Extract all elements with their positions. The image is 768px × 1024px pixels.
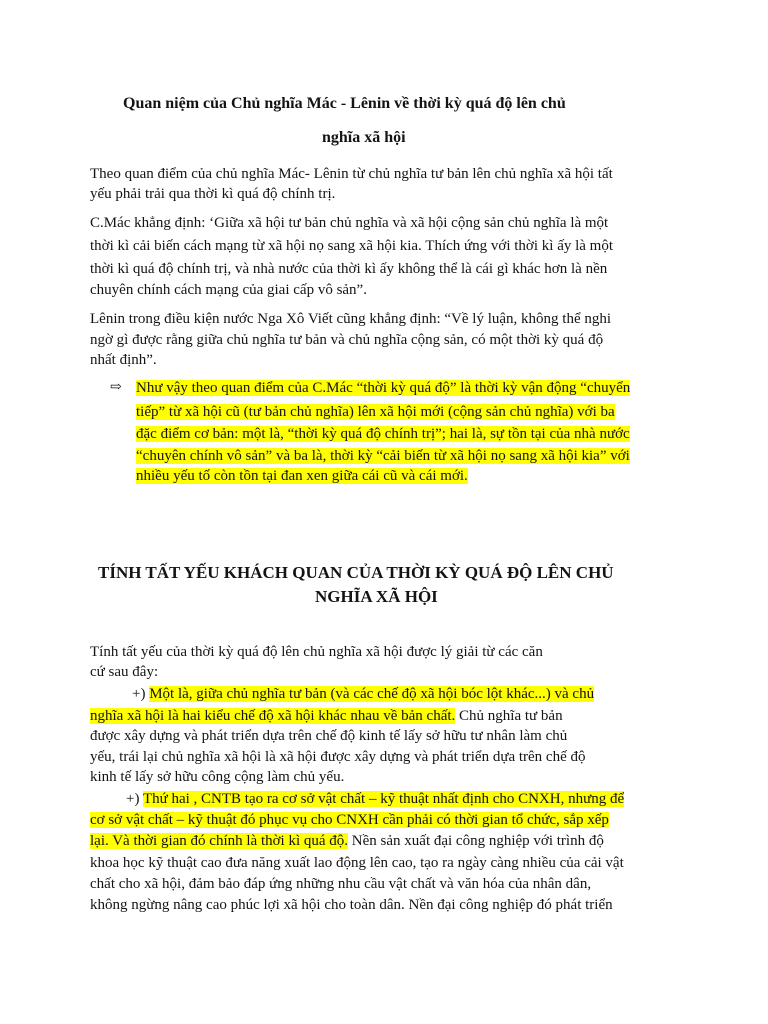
paragraph-3-line2: ngờ gì được rằng giữa chủ nghĩa tư bản và chủ nghĩa cộng sản, có một thời kỳ quá độ (90, 332, 604, 348)
point2-line6: không ngừng nâng cao phúc lợi xã hội cho toàn dân. Nền đại công nghiệp đó phát triển (90, 897, 613, 913)
highlight-text: đặc điểm cơ bản: một là, “thời kỳ quá độ chính trị”; hai là, sự tồn tại của nhà nước (136, 426, 630, 442)
bullet-line1 (136, 378, 630, 398)
point1-line3: được xây dựng và phát triển dựa trên chế độ kinh tế lấy sở hữu tư nhân làm chủ (90, 728, 568, 744)
doc-title-line2: nghĩa xã hội (322, 129, 406, 146)
highlight-text: cơ sở vật chất – kỹ thuật đó phục vụ cho CNXH cần phải có thời gian tổ chức, sắp xếp (90, 812, 609, 828)
point2-line4: khoa học kỹ thuật cao đưa năng xuất lao động lên cao, tạo ra ngày càng nhiều của cải vật (90, 855, 624, 871)
point1-text: Chủ nghĩa tư bản (455, 708, 563, 724)
bullet-line4 (136, 446, 630, 466)
point2-line5: chất cho xã hội, đảm bảo đáp ứng những nhu cầu vật chất và văn hóa của nhân dân, (90, 876, 592, 892)
doc-title-line1: Quan niệm của Chủ nghĩa Mác - Lênin về thời kỳ quá độ lên chủ (123, 95, 566, 112)
point2-text: Nền sản xuất đại công nghiệp với trình độ (348, 833, 604, 849)
bullet-line3 (136, 424, 630, 444)
paragraph-2-line1: C.Mác khẳng định: ‘Giữa xã hội tư bản chủ nghĩa và xã hội cộng sản chủ nghĩa là một (90, 215, 609, 231)
highlight-text: tiếp” từ xã hội cũ (tư bản chủ nghĩa) lên xã hội mới (cộng sản chủ nghĩa) với ba (136, 404, 615, 420)
highlight-text: nghĩa xã hội là hai kiểu chế độ xã hội khác nhau về bản chất. (90, 708, 456, 724)
paragraph-3-line3: nhất định”. (90, 352, 157, 368)
highlight-text: Một là, giữa chủ nghĩa tư bản (và các chế độ xã hội bóc lột khác...) và chủ (149, 686, 595, 702)
paragraph-2-line2: thời kì cải biến cách mạng từ xã hội nọ sang xã hội kia. Thích ứng với thời kì ấy là một (90, 238, 614, 254)
point1-line5: kinh tế lấy sở hữu công cộng làm chủ yếu. (90, 769, 345, 785)
point1-line2 (90, 706, 563, 726)
highlight-text: Thứ hai , CNTB tạo ra cơ sở vật chất – kỹ thuật nhất định cho CNXH, nhưng để (142, 791, 625, 807)
point1-marker: +) (132, 686, 150, 702)
bullet-line2 (136, 402, 615, 422)
paragraph-2-line4: chuyên chính cách mạng của giai cấp vô sản”. (90, 282, 367, 298)
point2-marker: +) (126, 791, 143, 807)
arrow-bullet-icon: ⇨ (110, 380, 122, 395)
paragraph-3-line1: Lênin trong điều kiện nước Nga Xô Viết cũng khẳng định: “Về lý luận, không thể nghi (90, 311, 612, 327)
section-heading-line1: TÍNH TẤT YẾU KHÁCH QUAN CỦA THỜI KỲ QUÁ ĐỘ LÊN CHỦ (98, 563, 614, 582)
point2-line2 (90, 810, 609, 830)
paragraph-2-line3: thời kì quá độ chính trị, và nhà nước của thời kì ấy không thể là cái gì khác hơn là nền (90, 261, 608, 277)
highlight-text: nhiều yếu tố còn tồn tại đan xen giữa cái cũ và cái mới. (136, 468, 468, 484)
intro-line2: cứ sau đây: (90, 664, 159, 680)
paragraph-1-line1: Theo quan điểm của chủ nghĩa Mác- Lênin từ chủ nghĩa tư bản lên chủ nghĩa xã hội tất (90, 166, 613, 182)
intro-line1: Tính tất yếu của thời kỳ quá độ lên chủ nghĩa xã hội được lý giải từ các căn (90, 644, 543, 660)
point1-line1 (132, 684, 594, 704)
highlight-text: Như vậy theo quan điểm của C.Mác “thời kỳ quá độ” là thời kỳ vận động “chuyển (136, 380, 631, 396)
section-heading-line2: NGHĨA XÃ HỘI (315, 587, 438, 606)
highlight-text: “chuyên chính vô sản” và ba là, thời kỳ “cải biến từ xã hội nọ sang xã hội kia” với (136, 448, 630, 464)
paragraph-1-line2: yếu phải trải qua thời kì quá độ chính trị. (90, 186, 336, 202)
point1-line4: yếu, trái lại chủ nghĩa xã hội là xã hội được xây dựng và phát triển dựa trên chế độ (90, 749, 586, 765)
highlight-text: lại. Và thời gian đó chính là thời kì quá độ. (90, 833, 349, 849)
point2-line1 (126, 789, 624, 809)
bullet-line5 (136, 466, 468, 486)
point2-line3 (90, 831, 604, 851)
